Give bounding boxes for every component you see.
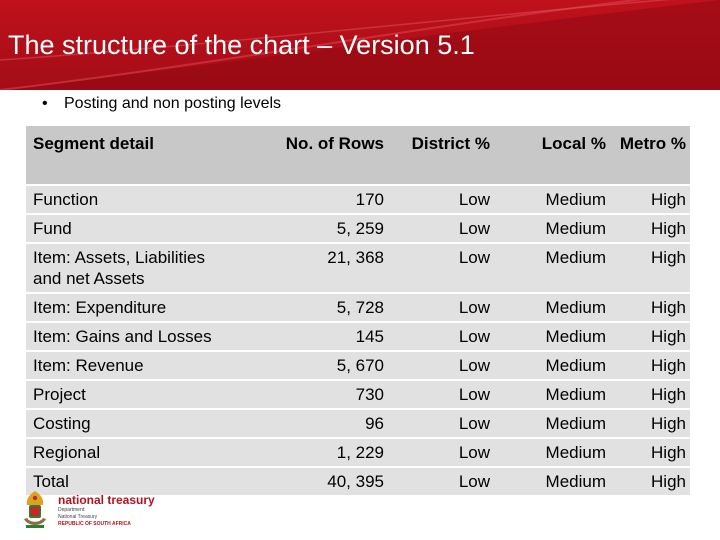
bullet-text: Posting and non posting levels: [64, 95, 282, 112]
cell-segment: Fund: [26, 215, 242, 242]
cell-rows: 96: [242, 410, 388, 437]
cell-district: Low: [388, 294, 494, 321]
title-bar: [0, 0, 720, 90]
cell-rows: 5, 728: [242, 294, 388, 321]
cell-metro: High: [610, 410, 690, 437]
cell-district: Low: [388, 439, 494, 466]
header-no-of-rows: No. of Rows: [242, 126, 388, 184]
cell-metro: High: [610, 381, 690, 408]
cell-local: Medium: [494, 294, 610, 321]
cell-metro: High: [610, 468, 690, 495]
cell-local: Medium: [494, 468, 610, 495]
cell-metro: High: [610, 215, 690, 242]
cell-district: Low: [388, 410, 494, 437]
coat-of-arms-icon: [20, 489, 50, 531]
cell-segment: Total: [26, 468, 242, 495]
cell-metro: High: [610, 323, 690, 350]
logo-line-2: National Treasury: [58, 513, 98, 520]
cell-rows: 145: [242, 323, 388, 350]
cell-district: Low: [388, 323, 494, 350]
cell-segment: Item: Revenue: [26, 352, 242, 379]
table-header-row: [26, 126, 690, 184]
header-district: District %: [388, 126, 494, 184]
table-row: [26, 439, 690, 466]
cell-local: Medium: [494, 244, 610, 292]
cell-rows: 1, 229: [242, 439, 388, 466]
cell-metro: High: [610, 439, 690, 466]
cell-rows: 170: [242, 186, 388, 213]
cell-district: Low: [388, 215, 494, 242]
logo-line-1: Department:: [58, 506, 86, 513]
cell-rows: 5, 670: [242, 352, 388, 379]
cell-local: Medium: [494, 410, 610, 437]
cell-local: Medium: [494, 323, 610, 350]
cell-rows: 40, 395: [242, 468, 388, 495]
cell-local: Medium: [494, 381, 610, 408]
header-local: Local %: [494, 126, 610, 184]
bullet-marker: •: [42, 95, 48, 112]
cell-district: Low: [388, 244, 494, 292]
cell-local: Medium: [494, 186, 610, 213]
cell-local: Medium: [494, 352, 610, 379]
cell-segment: Item: Gains and Losses: [26, 323, 242, 350]
header-segment-detail: Segment detail: [26, 126, 242, 184]
cell-local: Medium: [494, 439, 610, 466]
page-title: The structure of the chart – Version 5.1: [8, 30, 475, 60]
cell-segment: Regional: [26, 439, 242, 466]
table-row: [26, 244, 690, 292]
logo-line-3: REPUBLIC OF SOUTH AFRICA: [58, 520, 131, 527]
bullet-point: [42, 95, 281, 113]
table-row: [26, 410, 690, 437]
table-row: [26, 323, 690, 350]
cell-segment: Project: [26, 381, 242, 408]
header-metro: Metro %: [610, 126, 690, 184]
logo-brand-text: national treasury: [58, 492, 155, 507]
cell-district: Low: [388, 468, 494, 495]
cell-rows: 21, 368: [242, 244, 388, 292]
cell-rows: 730: [242, 381, 388, 408]
cell-district: Low: [388, 186, 494, 213]
cell-local: Medium: [494, 215, 610, 242]
cell-segment: Item: Assets, Liabilities and net Assets: [26, 244, 242, 292]
cell-segment: Costing: [26, 410, 242, 437]
cell-district: Low: [388, 381, 494, 408]
cell-metro: High: [610, 186, 690, 213]
table-row: [26, 381, 690, 408]
table-row: [26, 352, 690, 379]
cell-segment: Item: Expenditure: [26, 294, 242, 321]
table-row: [26, 215, 690, 242]
cell-rows: 5, 259: [242, 215, 388, 242]
cell-district: Low: [388, 352, 494, 379]
structure-table: [26, 124, 690, 497]
cell-segment: Function: [26, 186, 242, 213]
national-treasury-logo: [20, 489, 155, 531]
cell-metro: High: [610, 294, 690, 321]
table-row: [26, 186, 690, 213]
cell-metro: High: [610, 352, 690, 379]
table-row: [26, 294, 690, 321]
cell-metro: High: [610, 244, 690, 292]
